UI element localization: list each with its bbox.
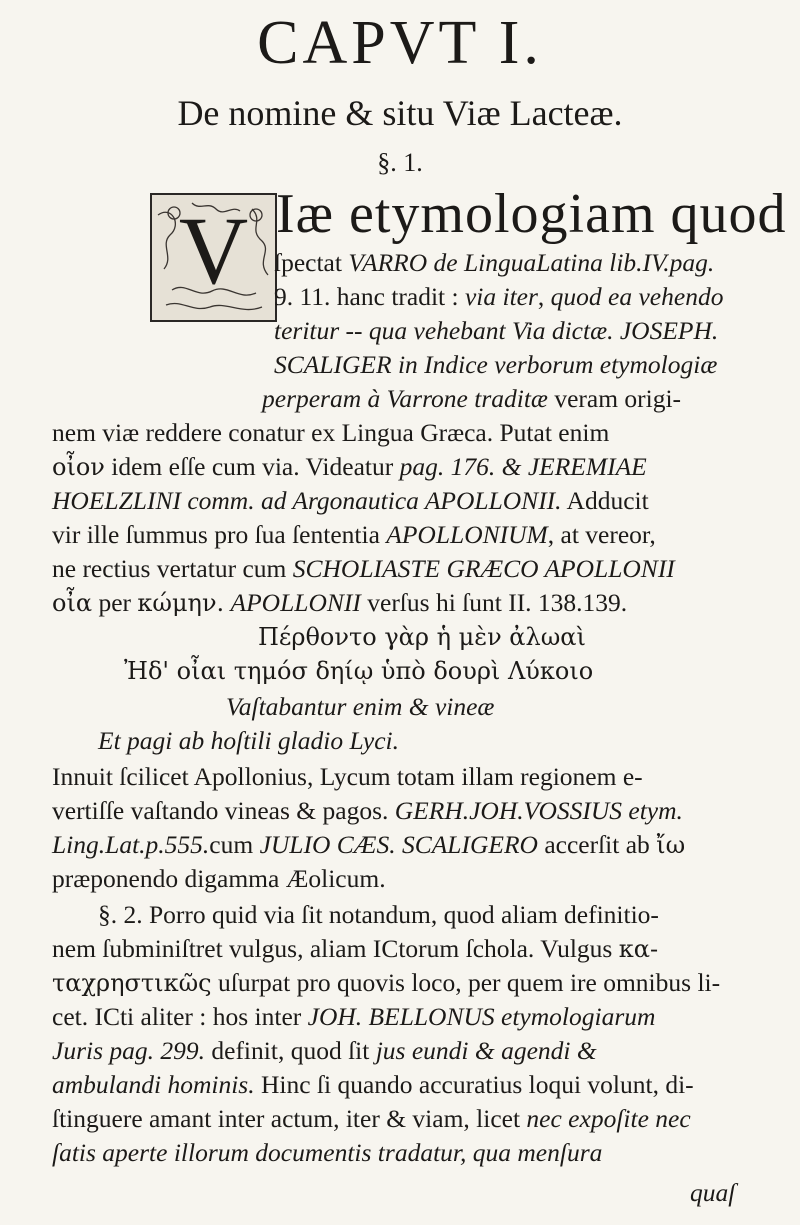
text-run: definit, quod ſit [205, 1036, 376, 1065]
text-run: accerſit ab [537, 830, 657, 859]
text-run: Innuit ſcilicet Apollonius, Lycum totam illam regionem e- [52, 762, 643, 791]
text-run: præponendo digamma Æolicum. [52, 864, 386, 893]
italic-text-run: SCALIGER in Indice verborum etymologiæ [274, 350, 718, 379]
text-line [52, 450, 647, 484]
text-run: vertiſſe vaſtando vineas & pagos. [52, 796, 395, 825]
text-line [274, 280, 723, 314]
text-line [52, 1034, 597, 1068]
text-line [52, 586, 627, 620]
italic-text-run: APOLLONIUM [386, 520, 548, 549]
text-run: cum [209, 830, 260, 859]
greek-verse-line [124, 654, 593, 688]
text-run: ſpectat [274, 248, 349, 277]
text-line [52, 1000, 655, 1034]
greek-text-run: ἴω [656, 831, 686, 859]
italic-text-run: ſatis aperte illorum documentis tradatur, qua menſura [52, 1138, 603, 1167]
text-run: per [92, 588, 138, 617]
italic-text-run: VARRO de LinguaLatina lib.IV.pag. [348, 248, 715, 277]
text-line [98, 898, 659, 932]
text-run: , at vereor, [547, 520, 656, 549]
greek-text-run: ταχρηστικῶς [52, 969, 212, 997]
text-run: nem ſubminiſtret vulgus, aliam ICtorum ſchola. Vulgus [52, 934, 619, 963]
text-run: Hinc ſi quando accuratius loqui volunt, di- [254, 1070, 694, 1099]
text-run: verſus hi ſunt II. 138.139. [360, 588, 628, 617]
italic-text-run: ambulandi hominis. [52, 1070, 255, 1099]
italic-text-run: teritur -- qua vehebant Via dictæ. JOSEPH. [274, 316, 719, 345]
text-line [52, 1068, 694, 1102]
text-line [274, 246, 714, 280]
italic-text-run: perperam à Varrone traditæ [262, 384, 548, 413]
greek-text-run: οἶον [52, 453, 105, 481]
text-line [52, 932, 658, 966]
italic-text-run: jus eundi & agendi & [375, 1036, 597, 1065]
text-run: 9. 11. hanc tradit : [274, 282, 465, 311]
text-run: cet. ICti aliter : hos inter [52, 1002, 308, 1031]
text-line [52, 760, 643, 794]
greek-text-run: Πέρθοντο γὰρ ἡ μὲν ἀλωαὶ [258, 623, 586, 651]
verse-translation-line [226, 690, 494, 724]
italic-text-run: SCHOLIASTE GRÆCO APOLLONII [292, 554, 675, 583]
italic-text-run: JOH. BELLONUS etymologiarum [307, 1002, 656, 1031]
text-line [52, 416, 609, 450]
text-line [52, 862, 386, 896]
italic-text-run: JULIO CÆS. SCALIGERO [259, 830, 538, 859]
italic-text-run: Ling.Lat.p.555. [52, 830, 210, 859]
text-line [274, 348, 717, 382]
drop-cap-continuation: Iæ etymologiam quod [276, 183, 787, 245]
text-line [52, 552, 675, 586]
text-run: ne rectius vertatur cum [52, 554, 293, 583]
text-line [52, 1102, 691, 1136]
text-line [52, 518, 656, 552]
italic-text-run: Juris pag. 299. [52, 1036, 205, 1065]
text-run: nem viæ reddere conatur ex Lingua Græca. Putat enim [52, 418, 610, 447]
text-line [262, 382, 681, 416]
greek-verse-line [258, 620, 586, 654]
text-line [52, 794, 683, 828]
svg-text:V: V [178, 197, 249, 304]
greek-text-run: οἶα [52, 589, 93, 617]
text-line [274, 314, 718, 348]
italic-text-run: pag. 176. & JEREMIAE [399, 452, 647, 481]
italic-text-run: HOELZLINI comm. ad Argonautica APOLLONII. [52, 486, 562, 515]
italic-text-run: Vaſtabantur enim & vineæ [226, 692, 495, 721]
section-number: §. 1. [377, 148, 423, 177]
text-run: uſurpat pro quovis loco, per quem ire omnibus li- [211, 968, 721, 997]
greek-text-run: κα- [618, 935, 659, 963]
text-run: veram origi- [547, 384, 682, 413]
greek-text-run: Ἠδ' οἶαι τημόσ δηίῳ ὑπὸ δουρὶ Λύκοιο [124, 657, 594, 685]
italic-text-run: Et pagi ab hoſtili gladio Lyci. [98, 726, 399, 755]
italic-text-run: via iter [464, 282, 538, 311]
text-run: §. 2. Porro quid via ſit notandum, quod aliam definitio- [98, 900, 659, 929]
ornamental-initial-v-icon [152, 195, 275, 320]
catchword: quaſ [690, 1178, 736, 1207]
text-run: ſtinguere amant inter actum, iter & viam, licet [52, 1104, 527, 1133]
text-line [52, 1136, 602, 1170]
italic-text-run: APOLLONII [230, 588, 361, 617]
verse-translation-line [98, 724, 399, 758]
greek-text-run: κώμην. [137, 589, 225, 617]
italic-text-run: nec expoſite nec [526, 1104, 691, 1133]
chapter-title: CAPVT I. [257, 9, 543, 77]
text-line [52, 966, 720, 1000]
chapter-subtitle: De nomine & situ Viæ Lacteæ. [177, 93, 623, 133]
text-line [52, 828, 685, 862]
text-line [52, 484, 649, 518]
text-run: vir ille ſummus pro ſua ſententia [52, 520, 387, 549]
text-run: , [537, 282, 551, 311]
italic-text-run: GERH.JOH.VOSSIUS etym. [394, 796, 683, 825]
text-run: Adducit [561, 486, 649, 515]
text-run: idem eſſe cum via. Videatur [104, 452, 400, 481]
italic-text-run: quod ea vehendo [550, 282, 724, 311]
decorated-initial [150, 193, 277, 322]
